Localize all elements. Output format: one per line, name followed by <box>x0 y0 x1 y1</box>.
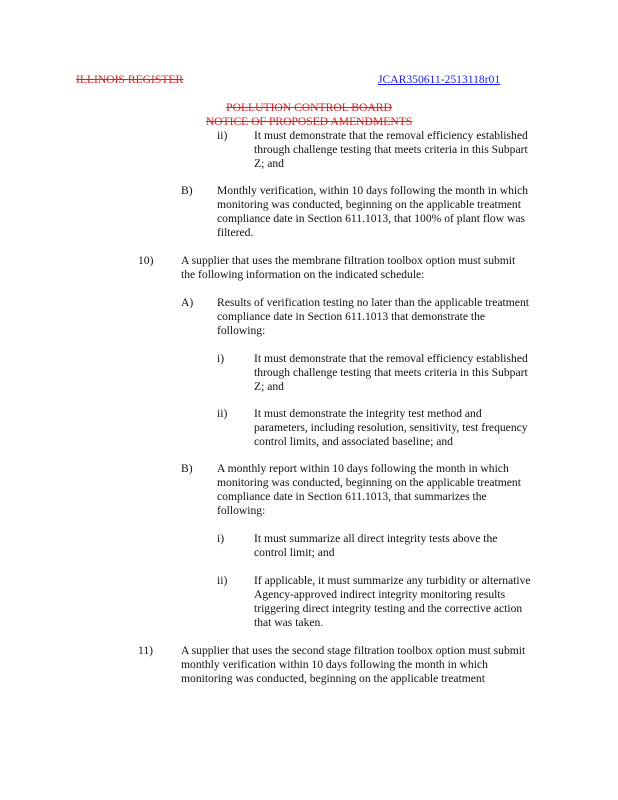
text-line: Monthly verification, within 10 days following the month in which <box>217 184 529 197</box>
text-line: Z; and <box>254 380 284 393</box>
text-line: If applicable, it must summarize any turbidity or alternative <box>254 574 531 587</box>
board-title: POLLUTION CONTROL BOARD <box>226 101 392 114</box>
item-marker: ii) <box>217 129 228 142</box>
item-marker: ii) <box>217 407 228 420</box>
text-line: control limit; and <box>254 546 335 559</box>
text-line: monitoring was conducted, beginning on the applicable treatment <box>181 672 485 685</box>
item-marker: B) <box>181 184 193 197</box>
text-line: It must summarize all direct integrity tests above the <box>254 532 498 545</box>
jcar-code: JCAR350611-2513118r01 <box>378 73 501 86</box>
text-line: monitoring was conducted, beginning on the applicable treatment <box>217 198 521 211</box>
text-line: compliance date in Section 611.1013, that summarizes the <box>217 490 487 503</box>
text-line: triggering direct integrity testing and the corrective action <box>254 602 523 615</box>
item-marker: A) <box>181 296 194 309</box>
item-marker: 11) <box>138 644 154 657</box>
item-marker: 10) <box>138 254 154 267</box>
text-line: control limits, and associated baseline; and <box>254 435 453 448</box>
text-line: monthly verification within 10 days following the month in which <box>181 658 488 671</box>
item-marker: B) <box>181 462 193 475</box>
text-line: monitoring was conducted, beginning on the applicable treatment <box>217 476 521 489</box>
text-line: It must demonstrate the integrity test method and <box>254 407 482 420</box>
text-line: Agency-approved indirect integrity monitoring results <box>254 588 506 601</box>
text-line: through challenge testing that meets criteria in this Subpart <box>254 366 528 379</box>
item-marker: i) <box>217 532 225 545</box>
text-line: A monthly report within 10 days following the month in which <box>217 462 509 475</box>
text-line: through challenge testing that meets criteria in this Subpart <box>254 143 528 156</box>
text-line: Z; and <box>254 157 284 170</box>
text-line: the following information on the indicated schedule: <box>181 268 425 281</box>
text-line: following: <box>217 324 266 337</box>
text-line: compliance date in Section 611.1013, that 100% of plant flow was <box>217 212 526 225</box>
register-title: ILLINOIS REGISTER <box>76 73 184 86</box>
text-line: It must demonstrate that the removal efficiency established <box>254 129 528 142</box>
item-marker: ii) <box>217 574 228 587</box>
text-line: Results of verification testing no later than the applicable treatment <box>217 296 529 309</box>
text-line: A supplier that uses the second stage filtration toolbox option must submit <box>181 644 526 657</box>
text-line: It must demonstrate that the removal efficiency established <box>254 352 528 365</box>
item-marker: i) <box>217 352 225 365</box>
notice-title: NOTICE OF PROPOSED AMENDMENTS <box>205 115 413 128</box>
text-line: following: <box>217 504 266 517</box>
text-line: compliance date in Section 611.1013 that demonstrate the <box>217 310 486 323</box>
text-line: filtered. <box>217 226 254 239</box>
text-line: parameters, including resolution, sensitivity, test frequency <box>254 421 528 434</box>
text-line: A supplier that uses the membrane filtration toolbox option must submit <box>181 254 516 267</box>
text-line: that was taken. <box>254 616 324 629</box>
